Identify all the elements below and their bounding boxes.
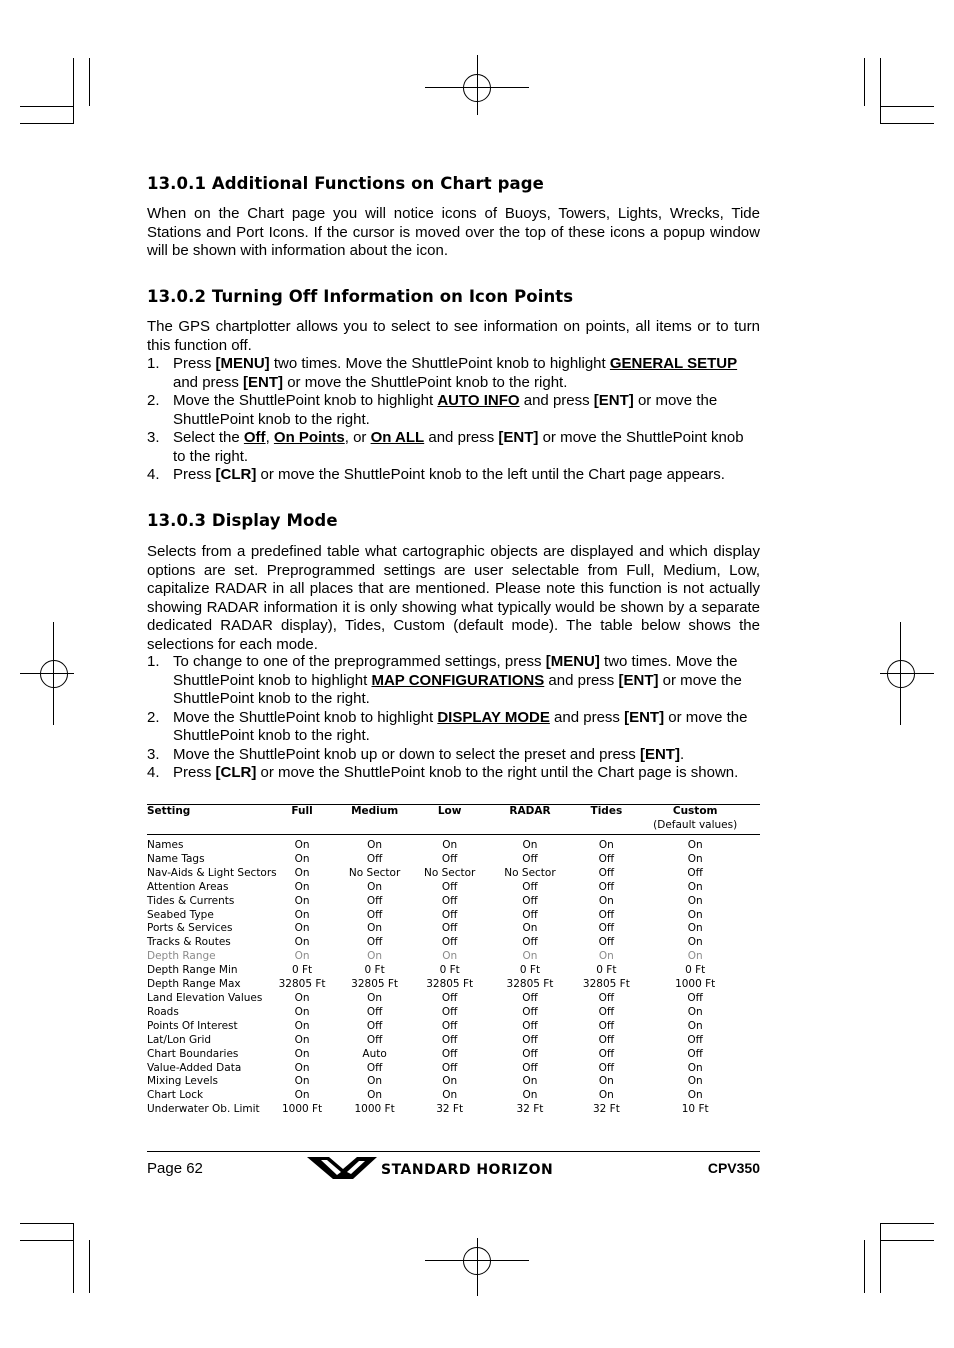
- setting-name-cell: Points Of Interest: [147, 1019, 238, 1032]
- setting-value-cell: On: [367, 880, 383, 893]
- list-item: 2. Move the ShuttlePoint knob to highlight AUTO INFO and press [ENT] or move the ShuttlePoint knob to the right.: [147, 392, 718, 428]
- setting-value-cell: Off: [441, 1019, 458, 1032]
- list-item: 4. Press [CLR] or move the ShuttlePoint knob to the right until the Chart page is shown.: [147, 764, 739, 781]
- section-paragraph: When on the Chart page you will notice icons of Buoys, Towers, Lights, Wrecks, Tide Stations and Port Icons. If the cursor is moved over the top of these icons a popup window will be shown with information about the icon.: [147, 205, 760, 259]
- setting-name-cell: Names: [147, 839, 184, 851]
- column-header: RADAR: [478, 805, 583, 835]
- setting-value-cell: 32805 Ft: [278, 978, 326, 991]
- steps-list: [147, 355, 760, 485]
- setting-value-cell: 32 Ft: [436, 1103, 464, 1116]
- setting-value-cell: Off: [366, 908, 383, 921]
- setting-value-cell: 1000 Ft: [354, 1103, 395, 1116]
- setting-value-cell: On: [522, 1075, 538, 1088]
- setting-value-cell: Off: [441, 922, 458, 935]
- table-row: [147, 1048, 760, 1062]
- setting-value-cell: On: [687, 894, 703, 907]
- setting-value-cell: 0 Ft: [596, 964, 617, 977]
- setting-value-cell: On: [522, 1089, 538, 1102]
- setting-value-cell: On: [294, 922, 310, 935]
- table-row: [147, 922, 760, 936]
- setting-value-cell: On: [687, 1019, 703, 1032]
- setting-value-cell: Off: [598, 936, 615, 949]
- setting-value-cell: Off: [522, 936, 538, 949]
- setting-value-cell: On: [294, 1061, 310, 1074]
- setting-value-cell: On: [294, 1089, 310, 1102]
- table-row: [147, 909, 760, 923]
- setting-name-cell: Depth Range Max: [147, 978, 241, 991]
- setting-value-cell: Off: [441, 908, 458, 921]
- setting-value-cell: Auto: [362, 1047, 387, 1060]
- setting-value-cell: Off: [598, 1061, 615, 1074]
- setting-value-cell: 32805 Ft: [426, 978, 474, 991]
- setting-value-cell: On: [294, 1019, 310, 1032]
- setting-value-cell: Off: [366, 1019, 383, 1032]
- setting-value-cell: Off: [522, 1033, 538, 1046]
- column-header: Low: [422, 805, 478, 835]
- setting-value-cell: Off: [522, 880, 538, 893]
- setting-value-cell: On: [687, 880, 703, 893]
- setting-value-cell: On: [294, 991, 310, 1004]
- setting-name-cell: Nav-Aids & Light Sectors: [147, 866, 277, 879]
- setting-value-cell: On: [687, 1089, 703, 1102]
- setting-value-cell: On: [294, 1075, 310, 1088]
- setting-name-cell: Land Elevation Values: [147, 991, 263, 1004]
- setting-value-cell: Off: [366, 1033, 383, 1046]
- setting-value-cell: Off: [441, 936, 458, 949]
- setting-value-cell: On: [294, 852, 310, 865]
- setting-value-cell: 32805 Ft: [582, 978, 630, 991]
- setting-value-cell: Off: [441, 991, 458, 1004]
- setting-value-cell: Off: [522, 991, 538, 1004]
- setting-value-cell: On: [294, 1033, 310, 1046]
- setting-value-cell: 0 Ft: [519, 964, 541, 977]
- standard-horizon-logo-icon: [307, 1157, 377, 1179]
- setting-value-cell: On: [442, 950, 458, 963]
- column-header: Medium: [327, 805, 421, 835]
- setting-value-cell: Off: [598, 922, 615, 935]
- setting-value-cell: Off: [598, 991, 615, 1004]
- setting-value-cell: Off: [441, 1005, 458, 1018]
- setting-value-cell: Off: [598, 1033, 615, 1046]
- setting-value-cell: On: [687, 852, 703, 865]
- setting-value-cell: 32805 Ft: [351, 978, 399, 991]
- table-row: [147, 1062, 760, 1076]
- table-row: [147, 1089, 760, 1103]
- setting-value-cell: Off: [366, 936, 383, 949]
- setting-value-cell: On: [442, 839, 458, 851]
- setting-value-cell: On: [687, 1075, 703, 1088]
- table-row: [147, 895, 760, 909]
- steps-list: [147, 653, 760, 783]
- section-paragraph: The GPS chartplotter allows you to select to see information on points, all items or to turn this function off.: [147, 318, 760, 354]
- table-row: [147, 1103, 760, 1117]
- section-heading-13-0-2: 13.0.2 Turning Off Information on Icon Points: [147, 287, 574, 306]
- list-item: 4. Press [CLR] or move the ShuttlePoint knob to the left until the Chart page appears.: [147, 466, 725, 483]
- setting-value-cell: On: [294, 866, 310, 879]
- setting-name-cell: Tracks & Routes: [147, 936, 231, 949]
- setting-value-cell: 0 Ft: [439, 964, 460, 977]
- table-row: [147, 1006, 760, 1020]
- list-item: 3. Move the ShuttlePoint knob up or down to select the preset and press [ENT].: [147, 745, 685, 763]
- setting-value-cell: Off: [598, 852, 615, 865]
- table-row: [147, 936, 760, 950]
- setting-value-cell: Off: [522, 1019, 538, 1032]
- setting-value-cell: On: [294, 1005, 310, 1018]
- setting-value-cell: Off: [522, 1061, 538, 1074]
- setting-name-cell: Lat/Lon Grid: [147, 1033, 212, 1046]
- setting-name-cell: Attention Areas: [147, 880, 229, 893]
- setting-value-cell: On: [442, 1075, 458, 1088]
- setting-value-cell: No Sector: [423, 866, 476, 879]
- setting-value-cell: On: [367, 922, 383, 935]
- setting-value-cell: 1000 Ft: [281, 1103, 323, 1116]
- setting-value-cell: 0 Ft: [291, 964, 313, 977]
- setting-value-cell: On: [367, 1075, 383, 1088]
- setting-value-cell: Off: [687, 1047, 703, 1060]
- setting-name-cell: Depth Range: [147, 950, 216, 963]
- table-row: [147, 853, 760, 867]
- setting-name-cell: Depth Range Min: [147, 964, 238, 977]
- setting-value-cell: Off: [522, 1005, 538, 1018]
- setting-name-cell: Name Tags: [147, 852, 205, 865]
- setting-name-cell: Ports & Services: [147, 922, 233, 935]
- setting-name-cell: Chart Lock: [147, 1089, 204, 1102]
- setting-value-cell: Off: [522, 1047, 538, 1060]
- setting-value-cell: On: [294, 839, 310, 851]
- section-paragraph: Selects from a predefined table what cartographic objects are displayed and which display options are set. Preprogrammed settings are user selectable from Full, Medium, Low, capitalize RADAR in all places that are mentioned. Please note this function is not actually showing RADAR information it is only showing what typically would be shown by a separate dedicated RADAR display), Tides, Custom (default mode). The table below shows the selections for each mode.: [147, 543, 760, 653]
- setting-value-cell: On: [598, 894, 614, 907]
- display-mode-table: [147, 804, 760, 1117]
- setting-value-cell: 32 Ft: [592, 1103, 620, 1116]
- setting-value-cell: On: [442, 1089, 458, 1102]
- table-header-row: [147, 805, 760, 835]
- table-row: [147, 839, 760, 853]
- setting-value-cell: Off: [441, 1047, 458, 1060]
- setting-value-cell: Off: [687, 991, 703, 1004]
- setting-value-cell: On: [294, 950, 310, 963]
- column-header: Tides: [582, 805, 630, 835]
- setting-name-cell: Chart Boundaries: [147, 1047, 239, 1060]
- setting-value-cell: Off: [366, 1061, 383, 1074]
- setting-value-cell: On: [687, 839, 703, 851]
- setting-value-cell: Off: [598, 866, 615, 879]
- model-number: CPV350: [707, 1160, 760, 1176]
- list-item: 2. Move the ShuttlePoint knob to highlight DISPLAY MODE and press [ENT] or move the ShuttlePoint knob to the right.: [147, 708, 748, 744]
- setting-value-cell: 0 Ft: [364, 964, 385, 977]
- table-row: [147, 1075, 760, 1089]
- setting-value-cell: On: [598, 950, 614, 963]
- setting-value-cell: On: [687, 950, 703, 963]
- setting-value-cell: On: [598, 839, 614, 851]
- table-row: [147, 867, 760, 881]
- table-row: [147, 1034, 760, 1048]
- setting-value-cell: On: [294, 908, 310, 921]
- setting-value-cell: On: [367, 950, 383, 963]
- list-item: 3. Select the Off, On Points, or On ALL and press [ENT] or move the ShuttlePoint knob to the right.: [147, 429, 744, 465]
- page-number: Page 62: [147, 1160, 203, 1177]
- table-row: [147, 1020, 760, 1034]
- brand-name: STANDARD HORIZON: [381, 1162, 554, 1178]
- setting-value-cell: Off: [441, 880, 458, 893]
- list-item: 1. Press [MENU] two times. Move the ShuttlePoint knob to highlight GENERAL SETUP and press [ENT] or move the ShuttlePoint knob to the right.: [147, 355, 738, 391]
- setting-value-cell: No Sector: [348, 866, 401, 879]
- section-heading-13-0-1: 13.0.1 Additional Functions on Chart page: [147, 174, 544, 193]
- setting-value-cell: Off: [598, 1019, 615, 1032]
- setting-value-cell: On: [367, 1089, 383, 1102]
- setting-value-cell: Off: [441, 1033, 458, 1046]
- setting-value-cell: On: [367, 839, 383, 851]
- setting-value-cell: 32805 Ft: [506, 978, 554, 991]
- setting-name-cell: Tides & Currents: [147, 894, 235, 907]
- setting-value-cell: On: [687, 1061, 703, 1074]
- list-item: 1. To change to one of the preprogrammed settings, press [MENU] two times. Move the ShuttlePoint knob to highlight MAP CONFIGURATIONS and press [ENT] or move the ShuttlePoint knob to the right.: [147, 653, 742, 707]
- setting-value-cell: Off: [366, 852, 383, 865]
- column-header: Full: [277, 805, 328, 835]
- setting-value-cell: On: [522, 950, 538, 963]
- footer-rule: [147, 1151, 760, 1152]
- setting-value-cell: On: [294, 1047, 310, 1060]
- setting-value-cell: On: [294, 894, 310, 907]
- setting-value-cell: Off: [598, 908, 615, 921]
- setting-value-cell: Off: [598, 880, 615, 893]
- setting-value-cell: On: [294, 880, 310, 893]
- column-header: Setting: [147, 805, 277, 835]
- setting-value-cell: On: [687, 922, 703, 935]
- setting-value-cell: 1000 Ft: [675, 978, 716, 991]
- setting-value-cell: Off: [441, 852, 458, 865]
- setting-value-cell: Off: [687, 1033, 703, 1046]
- setting-name-cell: Seabed Type: [147, 908, 214, 921]
- setting-value-cell: On: [598, 1075, 614, 1088]
- setting-name-cell: Value-Added Data: [147, 1061, 242, 1074]
- setting-value-cell: Off: [522, 852, 538, 865]
- setting-value-cell: On: [598, 1089, 614, 1102]
- setting-value-cell: On: [687, 908, 703, 921]
- setting-value-cell: Off: [522, 908, 538, 921]
- setting-name-cell: Underwater Ob. Limit: [147, 1103, 260, 1116]
- setting-value-cell: Off: [366, 1005, 383, 1018]
- table-row: [147, 950, 760, 964]
- setting-name-cell: Mixing Levels: [147, 1075, 218, 1088]
- setting-value-cell: Off: [366, 894, 383, 907]
- setting-value-cell: Off: [441, 1061, 458, 1074]
- setting-value-cell: Off: [441, 894, 458, 907]
- table-row: [147, 964, 760, 978]
- table-row: [147, 992, 760, 1006]
- table-body: [147, 835, 760, 1118]
- setting-value-cell: Off: [598, 1005, 615, 1018]
- setting-value-cell: On: [522, 839, 538, 851]
- setting-name-cell: Roads: [147, 1005, 179, 1018]
- setting-value-cell: On: [687, 936, 703, 949]
- setting-value-cell: 32 Ft: [516, 1103, 544, 1116]
- setting-value-cell: Off: [687, 866, 703, 879]
- setting-value-cell: 0 Ft: [685, 964, 706, 977]
- column-header: Custom (Default values): [630, 805, 760, 835]
- setting-value-cell: On: [367, 991, 383, 1004]
- setting-value-cell: 10 Ft: [681, 1103, 709, 1116]
- setting-value-cell: On: [294, 936, 310, 949]
- setting-value-cell: Off: [598, 1047, 615, 1060]
- setting-value-cell: No Sector: [504, 866, 556, 879]
- setting-value-cell: Off: [522, 894, 538, 907]
- setting-value-cell: On: [522, 922, 538, 935]
- section-heading-13-0-3: 13.0.3 Display Mode: [147, 511, 338, 530]
- table-row: [147, 881, 760, 895]
- table-row: [147, 978, 760, 992]
- setting-value-cell: On: [687, 1005, 703, 1018]
